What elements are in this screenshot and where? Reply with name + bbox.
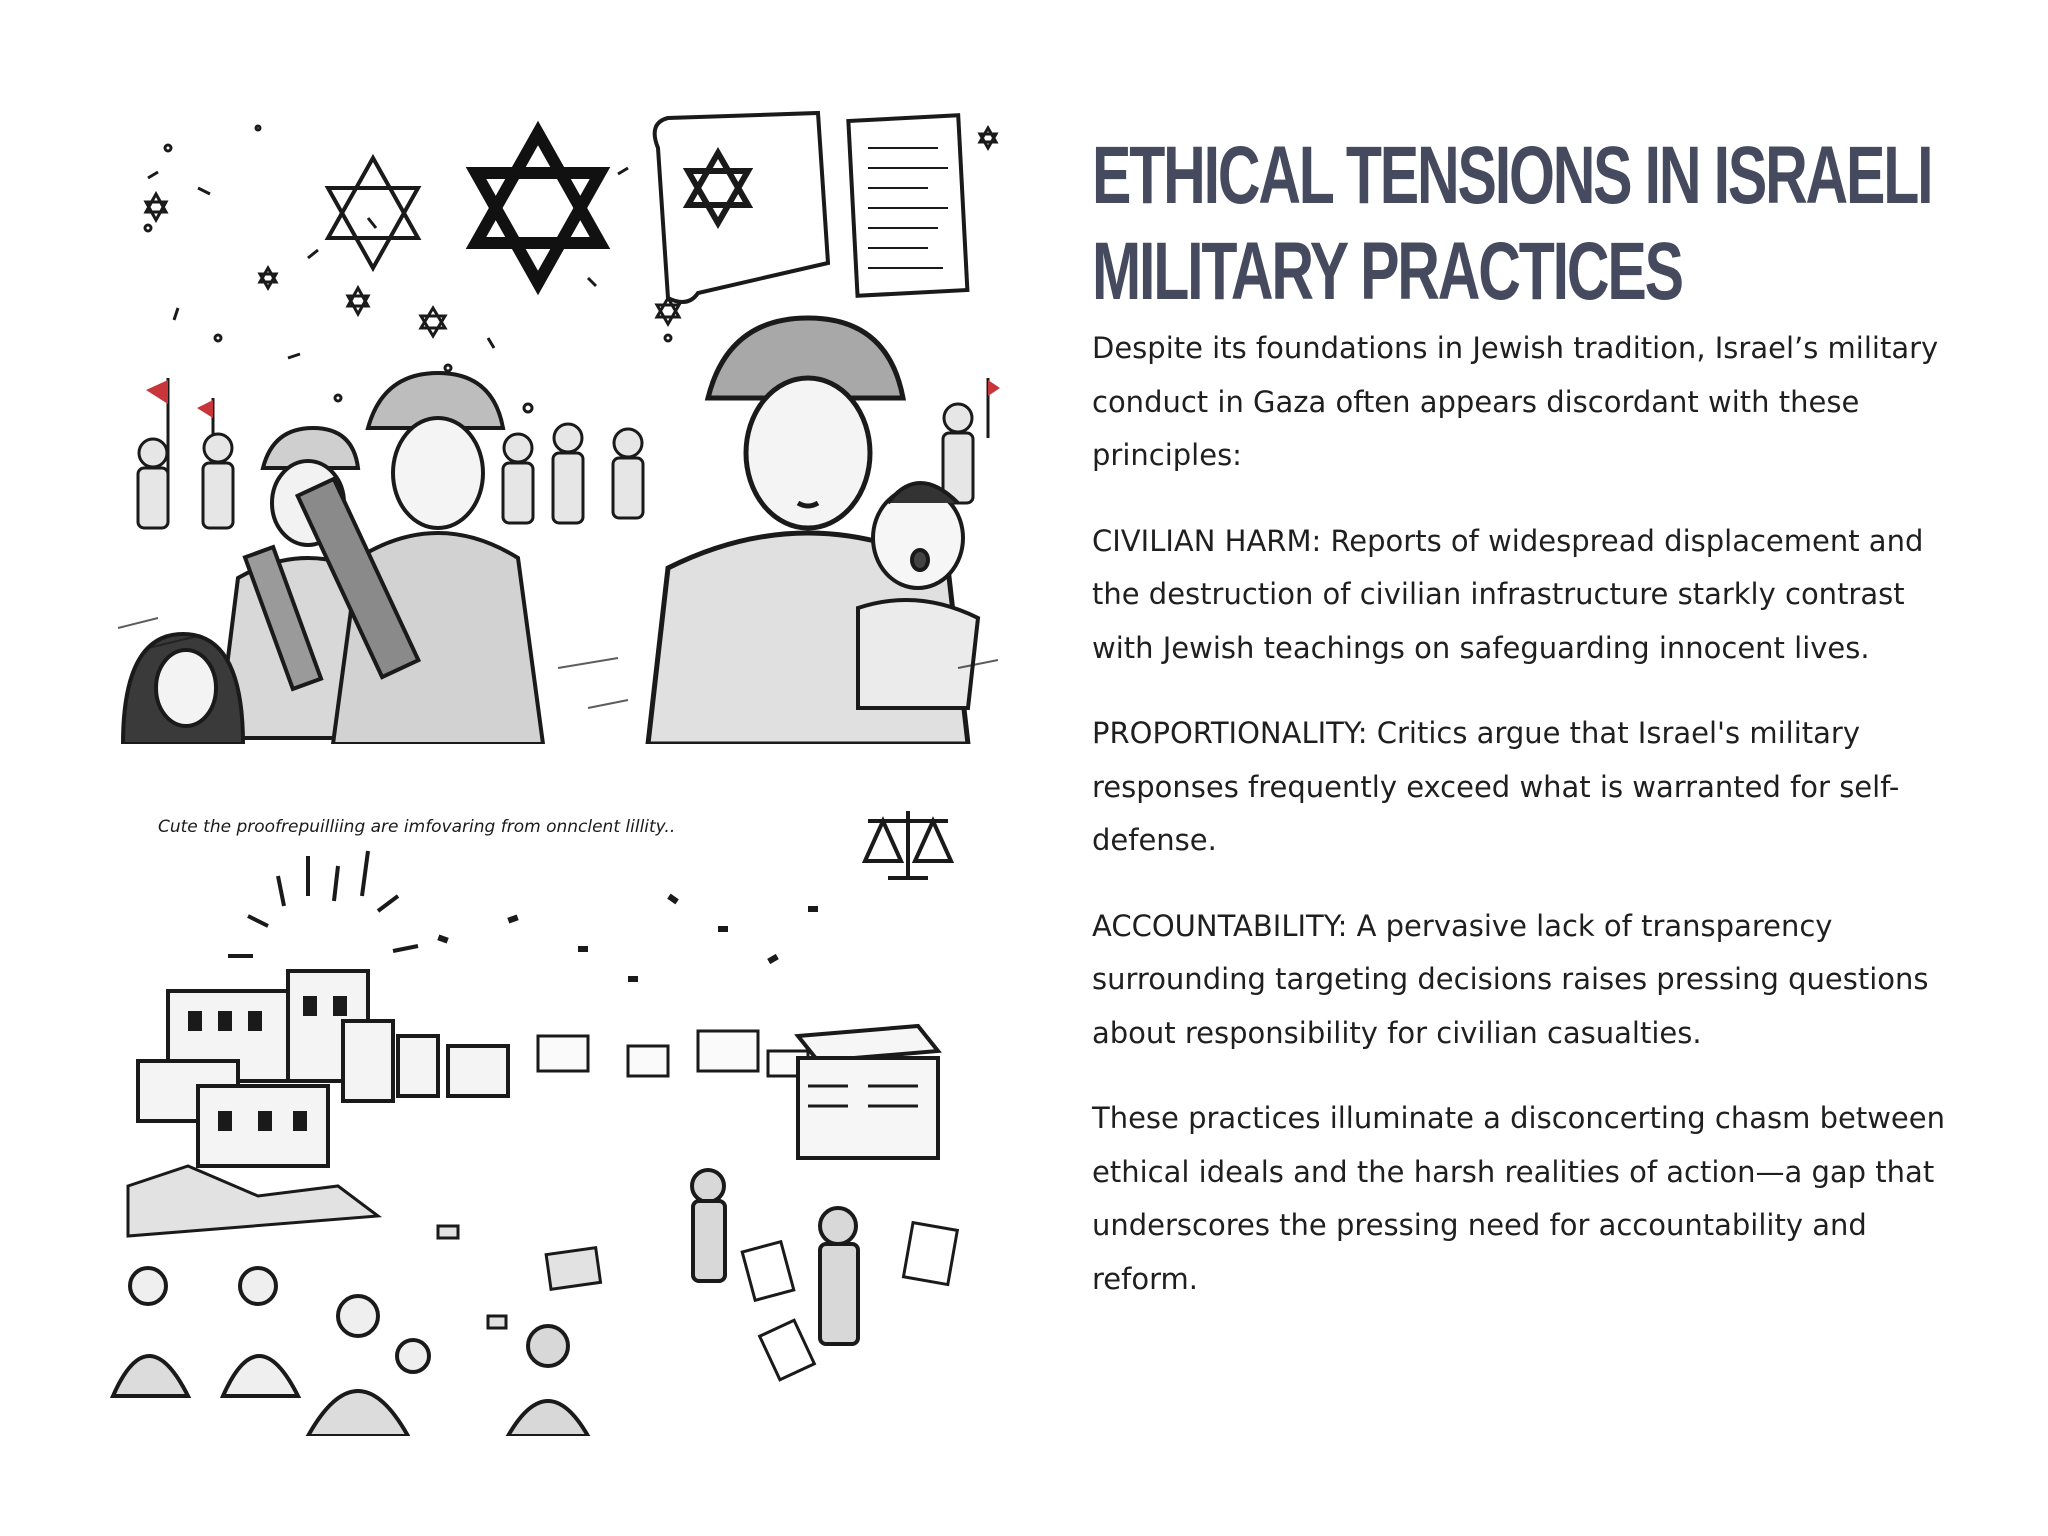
point-civilian-harm: CIVILIAN HARM: Reports of widespread displacement and the destruction of civilian infrastructure starkly contrast with Jewish teachings on safeguarding innocent lives.	[1092, 523, 1924, 665]
point-accountability: ACCOUNTABILITY: A pervasive lack of transparency surrounding targeting decisions raises pressing questions about responsibility for civilian casualties.	[1092, 908, 1929, 1050]
illustration-caption: Cute the proofrepuilliing are imfovaring from onnclent lillity..	[158, 817, 676, 837]
checkpoint-booth	[798, 1026, 938, 1158]
text-column	[1092, 128, 1972, 1338]
soldiers-illustration	[108, 108, 1012, 744]
ruins-sketch	[108, 796, 1012, 1436]
destroyed-town-illustration	[108, 796, 1012, 1436]
soldiers-sketch	[108, 108, 1012, 744]
conclusion-paragraph: These practices illuminate a disconcerting chasm between ethical ideals and the harsh realities of action—a gap that underscores the pressing need for accountability and reform.	[1092, 1101, 1945, 1296]
point-proportionality: PROPORTIONALITY: Critics argue that Israel's military responses frequently exceed what is warranted for self-defense.	[1092, 716, 1900, 857]
intro-paragraph: Despite its foundations in Jewish tradition, Israel’s military conduct in Gaza often appears discordant with these principles:	[1092, 331, 1939, 472]
slide-title: ETHICAL TENSIONS IN ISRAELI MILITARY PRACTICES	[1092, 130, 1932, 317]
